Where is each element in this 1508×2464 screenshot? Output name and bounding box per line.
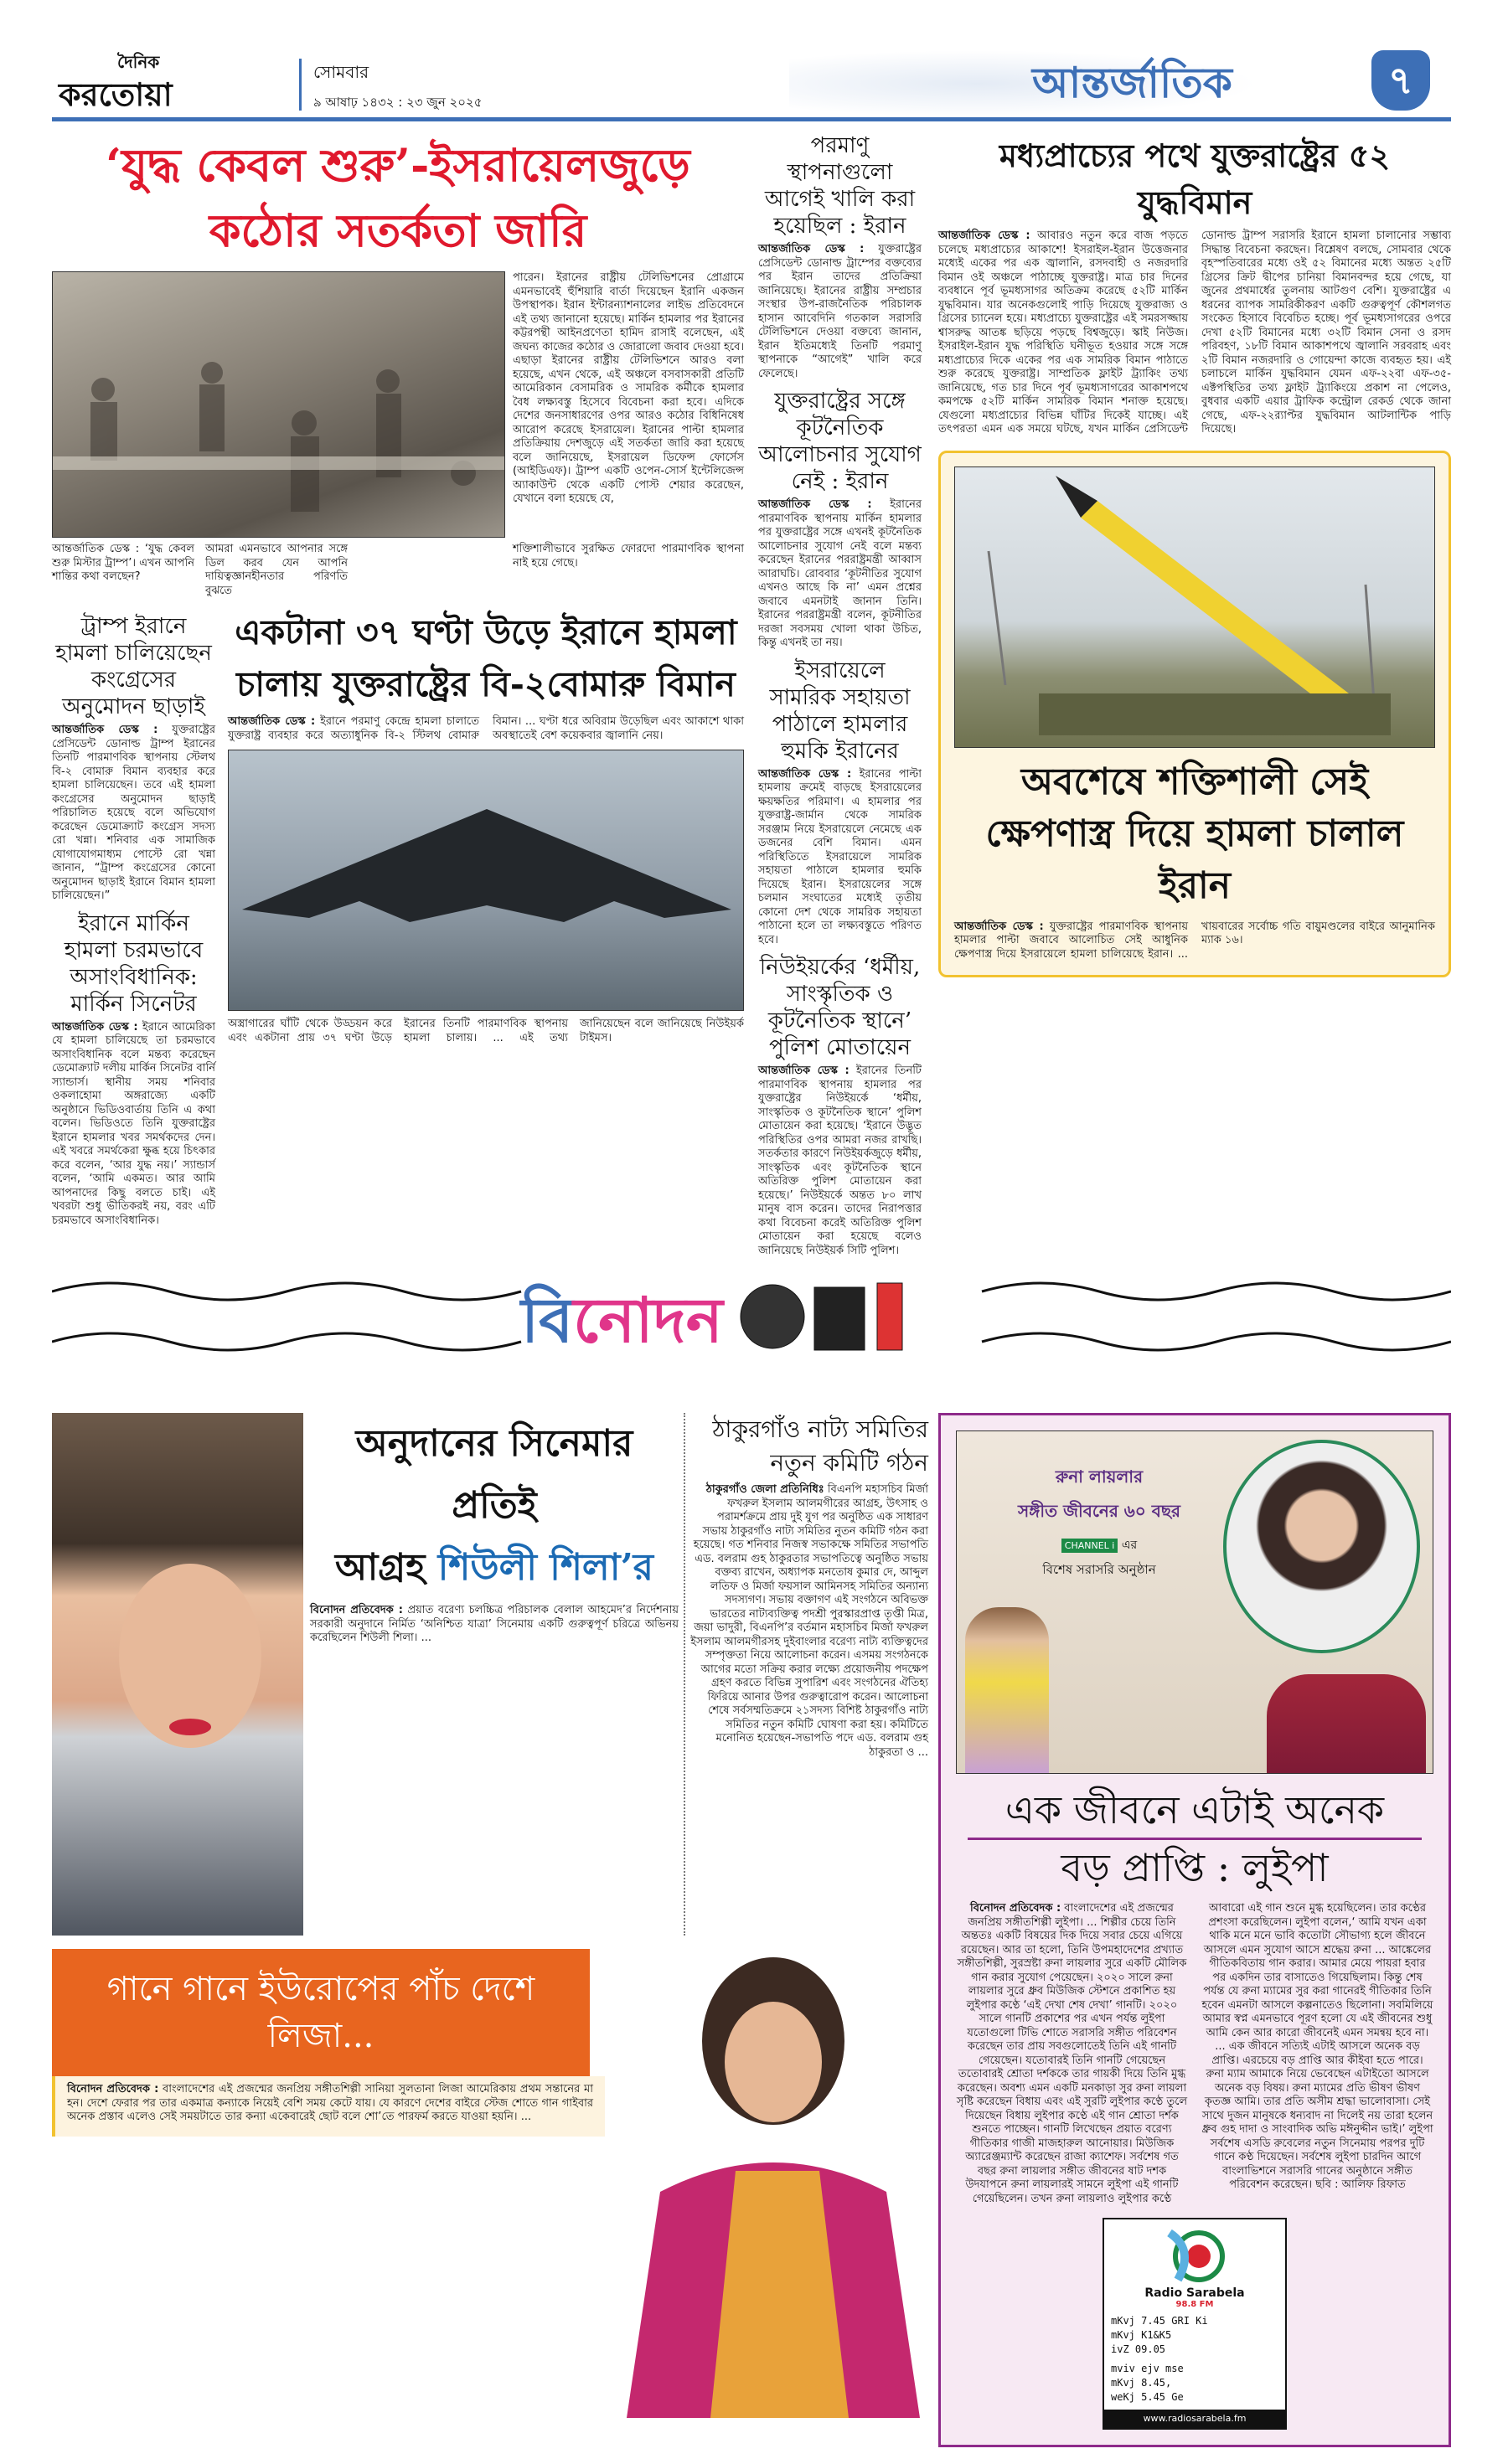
shiuli-headline: অনুদানের সিনেমার প্রতিই আগ্রহ শিউলী শিলা’র [334, 1422, 653, 1589]
main-story-body: পারেন। ইরানের রাষ্ট্রীয় টেলিভিশনের প্রোগ্রামে এমনভাবেই হুঁশিয়ারি বার্তা দিয়েছেন ইরানি একজন উপস্থাপক। ইরান ইন্টারন্যাশনালের লাইভ প্রতিবেদনে এই তথ্য জানানো হয়েছে। মার্কিন হামলার পর ইরানের কট্টরপন্থী আইনপ্রণেতা হামিদ রাসাই বলেছেন, এই জঘন্য কাজের কঠোর ও জোরালো জবাব দেওয়া হবে। এছাড়া ইরানের রাষ্ট্রীয় টেলিভিশনে আরও বলা হয়েছে, এখন থেকে, এই অঞ্চলে বসবাসকারী প্রতিটি আমেরিকান বেসামরিক ও সামরিক কর্মীকে হামলার বৈধ লক্ষ্যবস্তু হিসেবে বিবেচনা করা হবে। এদিকে দেশের জনসাধারণের ওপর আরও কঠোর বিধিনিষেধ আরোপ করেছে ইসরায়েল। ইরানের পাল্টা হামলার প্রতিক্রিয়ায় দেশজুড়ে এই সতর্কতা জারি করা হয়েছে বলে জানিয়েছে, ইসরায়েল ডিফেন্স ফোর্সেস (আইডিএফ)। ট্রাম্প একটি ওপেন-সোর্স ইন্টেলিজেন্স অ্যাকাউন্ট থেকে একটি পোস্ট শেয়ার করেছেন, যেখানে বলা হয়েছে যে, [513, 271, 744, 505]
shiuli-body: বিনোদন প্রতিবেদক : প্রয়াত বরেণ্য চলচ্চিত্র পরিচালক বেলাল আহমেদ’র নির্দেশনায় সরকারী অনুদানে নির্মিত ‘অনিশ্চিত যাত্রা’ সিনেমায় একটি গুরুত্বপূর্ণ চরিত্রে অভিনয় করেছিলেন শিউলী শিলা। ... [310, 1604, 679, 1644]
missile-body: আন্তর্জাতিক ডেস্ক : যুক্তরাষ্ট্রের পারমাণবিক স্থাপনায় হামলার পাল্টা জবাবে আলোচিত সেই আধুনিক ক্ষেপণাস্ত্র দিয়ে ইসরায়েলে হামলা চালিয়েছে ইরান। ... খায়বারের সর্বোচ্চ গতি বায়ুমণ্ডলের বাইরে আনুমানিক ম্যাক ১৬। [954, 920, 1435, 961]
thakurgaon-story [690, 1413, 928, 1760]
col3-body-2: আন্তর্জাতিক ডেস্ক : ইরানের পারমাণবিক স্থাপনায় মার্কিন হামলার পর যুক্তরাষ্ট্রের সঙ্গে এখনই কূটনৈতিক আলোচনার সুযোগ নেই বলে মন্তব্য করেছেন ইরানের পররাষ্ট্রমন্ত্রী আব্বাস আরাঘচি। রোববার ‘কূটনীতির সুযোগ এখনও আছে কি না’ এমন প্রশ্নের জবাবে এমনটাই জানান তিনি। ইরানের পররাষ্ট্রমন্ত্রী বলেন, কূটনীতির দরজা সবসময় খোলা থাকা উচিত, কিন্তু এখনই তা নয়। [758, 498, 922, 649]
main-story-lead-3: শক্তিশালীভাবে সুরক্ষিত ফোরদো পারমাণবিক স্থাপনা নাই হয়ে গেছে। [513, 543, 744, 570]
mideast-body: আন্তর্জাতিক ডেস্ক : আবারও নতুন করে বাজ পড়তে চলেছে মধ্যপ্রাচ্যের আকাশে! ইসরাইল-ইরান উত্তেজনার মধ্যেই একের পর এক জ্বালানি, রসদবাহী ও নজরদারি বিমান ওই অঞ্চলে পাঠাচ্ছে যুক্তরাষ্ট্র। মাত্র চার দিনের ব্যবধানে পূর্ব ভূমধ্যসাগর অতিক্রম করেছে ৫২টি মার্কিন যুদ্ধবিমান। যার অনেকগুলোই পাড়ি দিয়েছে যুক্তরাজ্য ও গ্রিসের চ্যানেল হয়ে। মধ্যপ্রাচ্যে যুক্তরাষ্ট্রের এই সমরসজ্জায় শ্বাসরুদ্ধ আতঙ্ক ছড়িয়ে পড়ছে বিশ্বজুড়ে। স্কাই নিউজ। ইসরাইল-ইরান যুদ্ধ পরিস্থিতি ঘনীভূত হওয়ার সঙ্গে সঙ্গে মধ্যপ্রাচ্যের দিকে একের পর এক সামরিক বিমান পাঠাতে শুরু করেছে যুক্তরাষ্ট্র। সাম্প্রতিক ফ্লাইট ট্র্যাকিং তথ্য জানিয়েছে, গত চার দিনে পূর্ব ভূমধ্যসাগরের আকাশপথে কমপক্ষে ৫২টি মার্কিন সামরিক বিমান শনাক্ত হয়েছে। যেগুলো মধ্যপ্রাচ্যের বিভিন্ন ঘাঁটির দিকেই যাচ্ছে। এই তৎপরতা এমন এক সময়ে ঘটছে, যখন মার্কিন প্রেসিডেন্ট ডোনাল্ড ট্রাম্প সরাসরি ইরানে হামলা চালানোর সম্ভাব্য সিদ্ধান্ত বিবেচনা করছেন। বিশ্লেষণ বলছে, সোমবার থেকে বৃহস্পতিবারের মধ্যে ওই ৫২ বিমানের মধ্যে অন্তত ২৫টি গ্রিসের ক্রিট দ্বীপের চানিয়া বিমানবন্দর হয়ে গেছে, যা জুনের প্রথমার্ধের তুলনায় আটগুণ বেশি। যুক্তরাষ্ট্রের এ ধরনের ব্যাপক সামরিকীকরণ একটি গুরুত্বপূর্ণ কৌশলগত সংকেত হিসাবে বিবেচিত হচ্ছে। পূর্ব ভূমধ্যসাগরের ওপরে দেখা ৫২টি বিমানের মধ্যে ৩২টি বিমান সেনা ও রসদ পরিবহণ, ১৮টি বিমান আকাশপথে জ্বালানি সরবরাহ এবং ২টি বিমান নজরদারি ও গোয়েন্দা কাজে ব্যবহৃত হয়। এই চলাচলে মার্কিন যুদ্ধবিমান যেমন এফ-২২বা এফ-৩৫-এক্টপস্থিতির তথ্য ফ্লাইট ট্র্যাকিংয়ে প্রকাশ না পেলেও, বুধবার একটি এয়ার ট্রাফিক কন্ট্রোল রেকর্ড থেকে জানা গেছে, এফ-২২র‍্যাপ্টর যুদ্ধবিমান আটলান্টিক পাড়ি দিয়েছে। [938, 229, 1451, 436]
col3-headline-4: নিউইয়র্কের ‘ধর্মীয়, সাংস্কৃতিক ও কূটনৈতিক স্থানে’ পুলিশ মোতায়েন [759, 955, 921, 1060]
missile-story-box [938, 451, 1451, 978]
col3-headline-1: পরমাণু স্থাপনাগুলো আগেই খালি করা হয়েছিল : ইরান [764, 133, 916, 239]
page-number: ৭ [1371, 50, 1430, 111]
column-divider [684, 1413, 685, 1936]
runa-laila-seated [1267, 1674, 1426, 1774]
left-column [52, 606, 215, 1228]
people-silhouettes [53, 272, 505, 538]
liza-body: বিনোদন প্রতিবেদক : বাংলাদেশের এই প্রজন্মের জনপ্রিয় সঙ্গীতশিল্পী সানিয়া সুলতানা লিজা আমেরিকায় প্রথম সন্তানের মা হন। দেশে ফেরার পর তার একমাত্র কন্যাকে নিয়েই বেশি সময় কেটে যায়। যে কারণে দেশের বাইরে স্টেজ শোতে গান গাইবার অনেক প্রস্তাব এলেও সেই সময়টাতে তার কন্যা একেবারেই ছোট বলে শো’তে পারফর্ম করতে যাওয়া হয়নি। ... [52, 2076, 605, 2137]
logo-small: দৈনিক [117, 52, 160, 72]
poster-line-2: সঙ্গীত জীবনের ৬০ বছর [1017, 1501, 1181, 1521]
luipa-body: বিনোদন প্রতিবেদক : বাংলাদেশের এই প্রজন্মের জনপ্রিয় সঙ্গীতশিল্পী লুইপা। ... শিল্পীর চেয়ে তিনি অন্ততঃ একটি বিষয়ের দিক দিয়ে সবার চেয়ে এগিয়ে রয়েছেন। আর তা হলো, তিনি উপমহাদেশের প্রখ্যাত সঙ্গীতশিল্পী, সুরস্রষ্টা রুনা লায়লার সুরে একটি মৌলিক গান করার সুযোগ পেয়েছেন। ২০২০ সালে রুনা লায়লার সুরে ধ্রুব মিউজিক স্টেশনে প্রকাশিত হয় লুইপার কণ্ঠে ‘এই দেখা শেষ দেখা’ গানটি। ২০২০ সালে গানটি প্রকাশের পর এখন পর্যন্ত লুইপা যতোগুলো টিভি শোতে সরাসরি সঙ্গীত পরিবেশন করেছেন তার প্রায় সবগুলোতেই তিনি এই গানটি গেয়েছেন। যতোবারই তিনি গানটি গেয়েছেন ততোবারই শ্রোতা দর্শককে তার গায়কী দিয়ে তিনি মুগ্ধ করেছেন। অবশ্য এমন একটি মনকাড়া সুর রুনা লায়লা সৃষ্টি করেছেন বিধায় এবং এই সুরটি লুইপার কণ্ঠে তুলে দিয়েছেন বিধায় লুইপার কণ্ঠে এই গান শ্রোতা দর্শক শুনতে পাচ্ছেন। গানটি লিখেছেন প্রয়াত বরেণ্য গীতিকার গাজী মাজহারুল আনোয়ার। মিউজিক অ্যারেঞ্জম্যান্ট করেছেন রাজা ক্যাশেফ। সর্বশেষ গত বছর রুনা লায়লার সঙ্গীত জীবনের ষাট দশক উদযাপনে রুনা লায়লারই সামনে লুইপা এই গানটি গেয়েছিলেন। তখন রুনা লায়লাও লুইপার কণ্ঠে আবারো এই গান শুনে মুগ্ধ হয়েছিলেন। তার কণ্ঠের প্রশংসা করেছিলেন। লুইপা বলেন,‘ আমি যখন একা থাকি মনে মনে ভাবি কতোটা সৌভাগ্য হলে জীবনে আসলে এমন সুযোগ আসে শ্রদ্ধেয় রুনা ... আঙ্কেলের গীতিকবিতায় গান করার। আমার মেয়ে পায়রা হবার পর একদিন তার বাসাতেও গিয়েছিলাম। কিন্তু শেষ পর্যন্ত যে রুনা ম্যামের সুর করা গানেরই গীতিকার তিনি হবেন এমনটা আসলে কল্পনাতেও ছিলোনা। সবমিলিয়ে আমার স্বপ্ন এমনভাবে পূরণ হলো যে এই জীবনের শুধু আমি কেন আর কারো জীবনেই এমন সমন্বয় হবে না। ... এক জীবনে সত্যিই এটাই আসলে অনেক বড় প্রাপ্তি। এরচেয়ে বড় প্রাপ্তি আর কীইবা হতে পারে। রুনা ম্যাম আমাকে নিয়ে ভেবেছেন এটাইতো আসলে অনেক বড় বিষয়। রুনা ম্যামের প্রতি ভীষণ ভীষণ কৃতজ্ঞ আমি। তার প্রতি অসীম শ্রদ্ধা ভালোবাসা। সেই সাথে দুজন মানুষকে ধন্যবাদ না দিলেই নয় তারা হলেন ধ্রুব গুহ দাদা ও সাংবাদিক অভি মঈনুদ্দীন ভাই।’ লুইপা সর্বশেষ এসডি রুবেলের নতুন সিনেমায় পরপর দুটি গানে কণ্ঠ দিয়েছেন। সর্বশেষ লুইপা চারদিন আগে বাংলাভিশনে সরাসরি গানের অনুষ্ঠানে সঙ্গীত পরিবেশন করেছেন। ছবি : আলিফ রিফাত [956, 1902, 1433, 2205]
thakurgaon-headline: ঠাকুরগাঁও নাট্য সমিতির নতুন কমিটি গঠন [712, 1415, 928, 1477]
section-title: আন্তর্জাতিক [1032, 58, 1232, 107]
b2-bomber-photo [228, 750, 744, 1011]
date: ৯ আষাঢ় ১৪৩২ : ২৩ জুন ২০২৫ [313, 95, 483, 110]
film-strip [52, 1275, 1451, 1388]
mideast-headline: মধ্যপ্রাচ্যের পথে যুক্তরাষ্ট্রের ৫২ যুদ্ধবিমান [999, 137, 1391, 221]
col3-body-4: আন্তর্জাতিক ডেস্ক : ইরানের তিনটি পারমাণবিক স্থাপনায় হামলার পর যুক্তরাষ্ট্রের নিউইয়র্কে ‘ধর্মীয়, সাংস্কৃতিক ও কূটনৈতিক স্থানে’ পুলিশ মোতায়েন করা হয়েছে। ‘ইরানে উদ্ভূত পরিস্থিতির ওপর আমরা নজর রাখছি। সতর্কতার কারণে নিউইয়র্কজুড়ে ধর্মীয়, সাংস্কৃতিক এবং কূটনৈতিক স্থানে অতিরিক্ত পুলিশ মোতায়েন করা হয়েছে।’ নিউইয়র্কে অন্তত ৮০ লাখ মানুষ বাস করেন। তাদের নিরাপত্তার কথা বিবেচনা করেই অতিরিক্ত পুলিশ মোতায়েন করা হয়েছে বলেও জানিয়েছে নিউইয়র্ক সিটি পুলিশ। [758, 1064, 922, 1257]
singer-luipa [965, 1607, 1049, 1774]
b2-body: আন্তর্জাতিক ডেস্ক : ইরানে পরমাণু কেন্দ্রে হামলা চালাতে যুক্তরাষ্ট্র ব্যবহার করে অত্যাধুনিক বি-২ স্টিলথ বোমারু বিমান। ... ঘণ্টা ধরে অবিরাম উড়েছিল এবং আকাশে থাকা অবস্থাতেই বেশ কয়েকবার জ্বালানি নেয়। [228, 715, 744, 742]
senator-headline: ইরানে মার্কিন হামলা চরমভাবে অসাংবিধানিক: মার্কিন সিনেটর [64, 910, 204, 1017]
radio-sarabela-ad: Radio Sarabela 98.8 FM mKvj 7.45 GRI Ki mKvj K1&K5 ivZ 09.05 mviv ejv mse mKvj 8.45, weKj 5.45 Ge www.radiosarabela.fm [1103, 2218, 1287, 2430]
logo-main: করতোয়া [59, 76, 173, 113]
missile-shape [955, 467, 1435, 748]
col3-headline-2: যুক্তরাষ্ট্রের সঙ্গে কূটনৈতিক আলোচনার সুযোগ নেই : ইরান [758, 389, 922, 494]
luipa-headline: এক জীবনে এটাই অনেক বড় প্রাপ্তি : লুইপা [956, 1782, 1433, 1895]
runa-laila-portrait [1223, 1440, 1420, 1653]
photo-credit: ছবি : আলিফ রিফাত [1315, 2178, 1406, 2191]
bunker-crowd-photo [52, 271, 505, 538]
radio-name: Radio Sarabela [1144, 2286, 1245, 2300]
shiuli-shila-photo [52, 1413, 303, 1936]
b2-body-2: অস্ত্রাগারের ঘাঁটি থেকে উড্ডয়ন করে এবং একটানা প্রায় ৩৭ ঘণ্টা উড়ে ইরানের তিনটি পারমাণবিক স্থাপনায় হামলা চালায়। ... এই তথ্য জানিয়েছেন বলে জানিয়েছে নিউইয়র্ক টাইমস। [228, 1018, 744, 1044]
liza-headline-bar [52, 1949, 590, 2076]
col3-body-3: আন্তর্জাতিক ডেস্ক : ইরানের পাল্টা হামলায় ক্রমেই বাড়ছে ইসরায়েলের ক্ষয়ক্ষতির পরিমাণ। এ হামলার পর যুক্তরাষ্ট্র-জার্মান থেকে সামরিক সরঞ্জাম নিয়ে ইসরায়েলে নেমেছে এক ডজনের বেশি বিমান। এমন পরিস্থিতিতে ইসরায়েলে সামরিক সহায়তা পাঠালে হামলার হুমকি দিয়েছে ইরান। ইসরায়েলের সঙ্গে চলমান সংঘাতের মধ্যেই তৃতীয় কোনো দেশ থেকে সামরিক সহায়তা পাঠানো হলে তা লক্ষ্যবস্তুতে পরিণত হবে। [758, 767, 922, 946]
poster-line-4: বিশেষ সরাসরি অনুষ্ঠান [1042, 1562, 1156, 1577]
day: সোমবার [313, 62, 369, 82]
b2-bomber-shape [229, 750, 744, 1011]
saree-model-photo [618, 1949, 928, 2418]
radio-url[interactable]: www.radiosarabela.fm [1104, 2410, 1285, 2428]
main-headline: ‘যুদ্ধ কেবল শুরু’-ইসরায়েলজুড়ে কঠোর সতর্কতা জারি [106, 138, 690, 257]
congress-body: আন্তর্জাতিক ডেস্ক : যুক্তরাষ্ট্রের প্রেসিডেন্ট ডোনাল্ড ট্রাম্প ইরানের তিনটি পারমাণবিক স্থাপনায় স্টেলথ বি-২ বোমারু বিমান ব্যবহার করে হামলা চালিয়েছেন। তবে এই হামলা কংগ্রেসের অনুমোদন ছাড়াই পরিচালিত হয়েছে বলে অভিযোগ করেছেন ডেমোক্র্যাট কংগ্রেস সদস্য রো খন্না। শনিবার এক সামাজিক যোগাযোগমাধ্যম পোস্টে রো খন্না জানান, “ট্রাম্প কংগ্রেসের কোনো অনুমোদন ছাড়াই ইরানে বিমান হামলা চালিয়েছেন।” [52, 724, 215, 902]
missile-photo [954, 467, 1435, 748]
radio-sarabela-logo [1161, 2224, 1228, 2283]
channel-i-logo: CHANNEL i [1061, 1539, 1118, 1553]
poster-line-1: রুনা লায়লার [1055, 1467, 1144, 1487]
radio-frequency: 98.8 FM [1175, 2300, 1214, 2309]
main-story-lead-2: আমরা এমনভাবে আপনার সঙ্গে ডিল করব যেন আপনি দায়িত্বজ্ঞানহীনতার পরিণতি বুঝতে [205, 543, 348, 597]
runa-laila-event-photo: রুনা লায়লার সঙ্গীত জীবনের ৬০ বছর CHANNEL i এর বিশেষ সরাসরি অনুষ্ঠান [956, 1430, 1433, 1774]
top-section [52, 132, 1451, 1258]
column-3 [758, 132, 922, 1258]
liza-headline: গানে গানে ইউরোপের পাঁচ দেশে লিজা... [106, 1970, 535, 2055]
senator-body: আন্তর্জাতিক ডেস্ক : ইরানে আমেরিকা যে হামলা চালিয়েছে তা চরমভাবে অসাংবিধানিক বলে মন্তব্য করেছেন ডেমোক্র্যাট দলীয় মার্কিন সিনেটর বার্নি স্যান্ডার্স। স্থানীয় সময় শনিবার ওকলাহোমা অঙ্গরাজ্যে একটি অনুষ্ঠানে ভিডিওবার্তায় তিনি এ কথা বলেন। ভিডিওতে তিনি যুক্তরাষ্ট্রের ইরানে হামলার খবর সমর্থকদের দেন। এই খবরে সমর্থকেরা ক্ষুব্ধ হয়ে চিৎকার করে বলেন, ‘আর যুদ্ধ নয়।’ স্যান্ডার্স বলেন, ‘আমি একমত। আর আমি আপনাদের কিছু বলতে চাই। এই খবরটা শুধু ভীতিকরই নয়, বরং এটি চরমভাবে অসাংবিধানিক। [52, 1020, 215, 1227]
binodon-banner [52, 1275, 1451, 1388]
lower-section [52, 1413, 1451, 2447]
congress-headline: ট্রাম্প ইরানে হামলা চালিয়েছেন কংগ্রেসের অনুমোদন ছাড়াই [55, 614, 212, 719]
col3-headline-3: ইসরায়েলে সামরিক সহায়তা পাঠালে হামলার হুমকি ইরানের [769, 657, 911, 764]
luipa-story-box [938, 1413, 1451, 2447]
thakurgaon-body: ঠাকুরগাঁও জেলা প্রতিনিধিঃ বিএনপি মহাসচিব মির্জা ফখরুল ইসলাম আলমগীরের আগ্রহ, উৎসাহ ও পরামর্শক্রমে প্রায় দুই যুগ পর অনুষ্ঠিত এক সাধারণ সভায় ঠাকুরগাঁও নাট্য সমিতির নুতন কমিটি গঠন করা হয়েছে। গত শনিবার নিজস্ব সভাকক্ষে সমিতির সভাপতি এড. বলরাম গুহ ঠাকুরতার সভাপতিত্বে অনুষ্ঠিত সভায় বক্তব্য রাখেন, অধ্যাপক মনতোষ কুমার দে, আব্দুল লতিফ ও মির্জা ফয়সাল আমিনসহ সমিতির অন্যান্য সদস্যগণ। সভায় বক্তাগণ এই সংগঠনে অবিভক্ত ভারতের নাট্যব্যক্তিত্ব পদশ্রী পুরস্কারপ্রাপ্ত তৃপ্তী মিত্র, জয়া ভাদুরী, বিএনপি’র বর্তমান মহাসচিব মির্জা ফখরুল ইসলাম আলমগীরসহ দুইবাংলার বরেণ্য নাট্য ব্যক্তিত্বদের সম্পৃক্ততা নিয়ে আলোচনা করেন। এসময় সংগঠনকে আগের মতো সক্রিয় করার লক্ষ্যে প্রয়োজনীয় পদক্ষেপ গ্রহণ করতে বিভিন্ন সুপারিশ এবং সংগঠনের ঐতিহ্য ফিরিয়ে আনার উপর গুরুত্বারোপ করেন। আলোচনা শেষে সর্বসম্মতিক্রমে ২১সদস্য বিশিষ্ট ঠাকুরগাঁও নাট্য সমিতির নতুন কমিটি ঘোষণা করা হয়। কমিটিতে মনোনিত হয়েছেন-সভাপতি পদে এড. বলরাম গুহ ঠাকুরতা ও ... [690, 1483, 928, 1759]
b2-headline: একটানা ৩৭ ঘণ্টা উড়ে ইরানে হামলা চালায় যুক্তরাষ্ট্রের বি-২বোমারু বিমান [235, 612, 737, 704]
missile-headline: অবশেষে শক্তিশালী সেই ক্ষেপণাস্ত্র দিয়ে হামলা চালাল ইরান [985, 760, 1404, 907]
col3-body-1: আন্তর্জাতিক ডেস্ক : যুক্তরাষ্ট্রের প্রেসিডেন্ট ডোনাল্ড ট্রাম্পের বক্তব্যের পর ইরান তাদের প্রতিক্রিয়া জানিয়েছে। ইরানের রাষ্ট্রীয় সম্প্রচার সংস্থার উপ-রাজনৈতিক পরিচালক হাসান আবেদিনি গতকাল সরাসরি টেলিভিশনে দেওয়া বক্তব্যে জানান, ইরান ইতিমধ্যেই তিনটি পরমাণু স্থাপনাকে “আগেই” খালি করে ফেলেছে। [758, 243, 922, 380]
binodon-title: বিনোদন [521, 1285, 723, 1357]
main-story-lead-1: আন্তর্জাতিক ডেস্ক : ‘যুদ্ধ কেবল শুরু মিস্টার ট্রাম্প’। এখন আপনি শান্তির কথা বলছেন? [52, 543, 194, 583]
